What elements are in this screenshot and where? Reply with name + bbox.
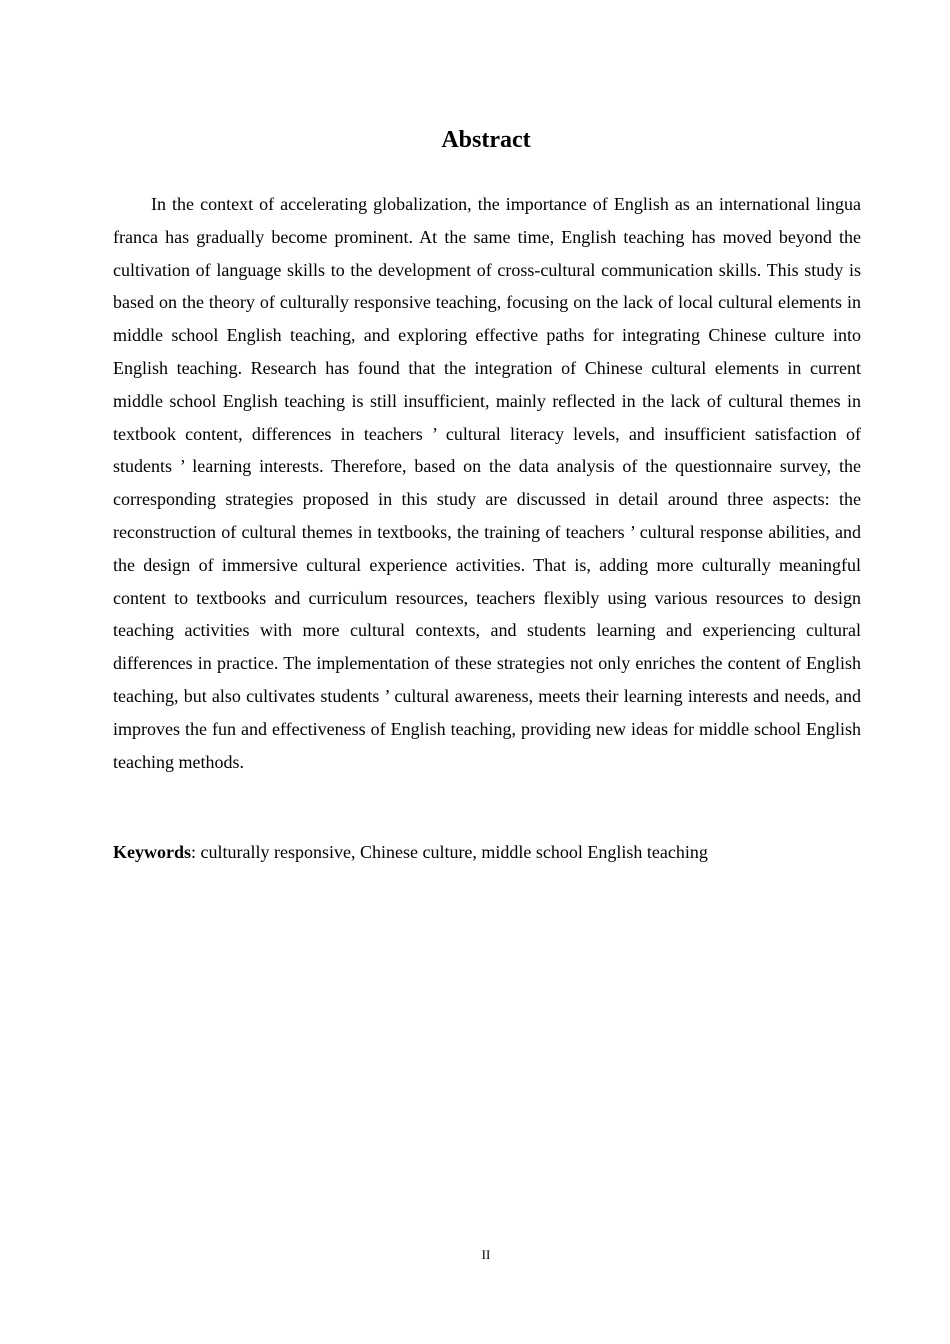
keywords-label: Keywords — [113, 842, 191, 862]
page-title: Abstract — [441, 127, 531, 153]
abstract-paragraph: In the context of accelerating globalization, the importance of English as an international lingua franca has gradually become prominent. At the same time, English teaching has moved beyond the cultivation of language skills to the development of cross-cultural communication skills. This study is based on the theory of culturally responsive teaching, focusing on the lack of local cultural elements in middle school English teaching, and exploring effective paths for integrating Chinese culture into English teaching. Research has found that the integration of Chinese cultural elements in current middle school English teaching is still insufficient, mainly reflected in the lack of cultural themes in textbook content, differences in teachers ’ cultural literacy levels, and insufficient satisfaction of students ’ learning interests. Therefore, based on the data analysis of the questionnaire survey, the corresponding strategies proposed in this study are discussed in detail around three aspects: the reconstruction of cultural themes in textbooks, the training of teachers ’ cultural response abilities, and the design of immersive cultural experience activities. That is, adding more culturally meaningful content to textbooks and curriculum resources, teachers flexibly using various resources to design teaching activities with more cultural contexts, and students learning and experiencing cultural differences in practice. The implementation of these strategies not only enriches the content of English teaching, but also cultivates students ’ cultural awareness, meets their learning interests and needs, and improves the fun and effectiveness of English teaching, providing new ideas for middle school English teaching methods. — [113, 194, 861, 772]
keywords-line — [113, 836, 861, 868]
page-number: II — [481, 1247, 491, 1262]
keywords-text: : culturally responsive, Chinese culture, middle school English teaching — [191, 842, 708, 862]
